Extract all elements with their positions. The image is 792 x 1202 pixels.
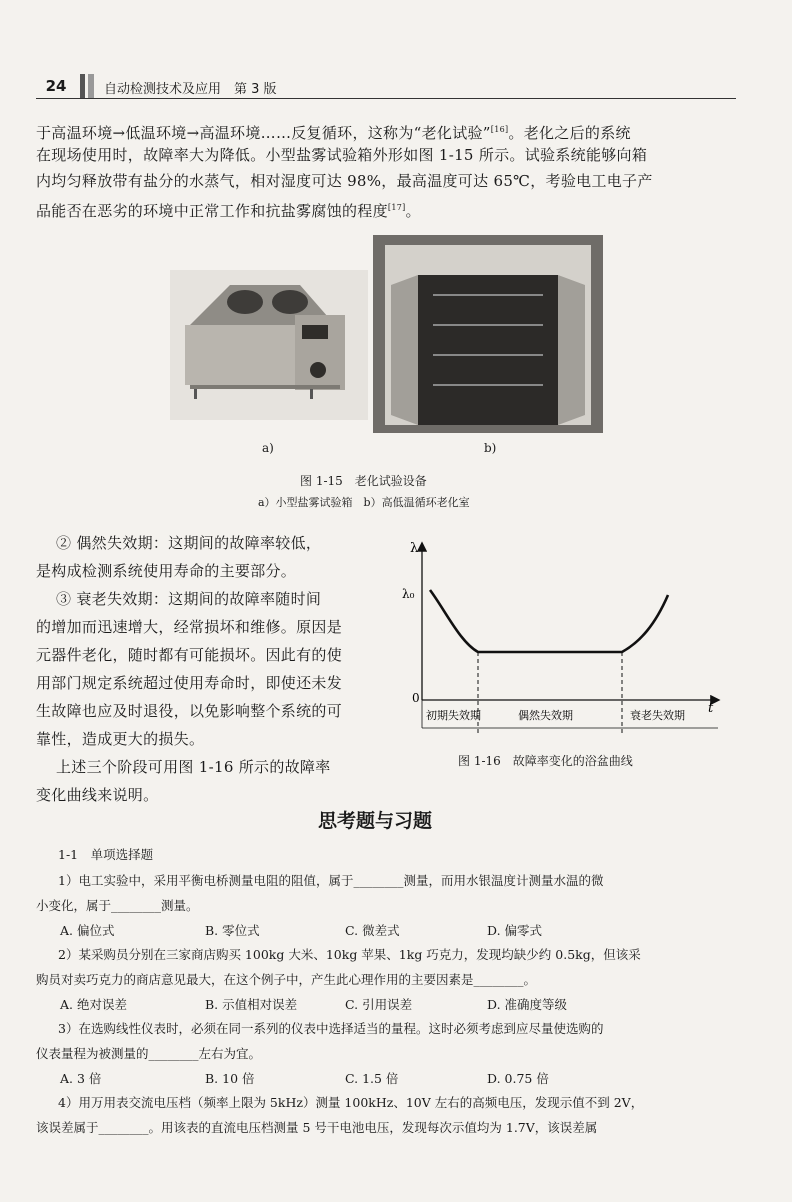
body-line: ② 偶然失效期：这期间的故障率较低， xyxy=(56,534,322,552)
option-d: D. 偏零式 xyxy=(487,923,543,938)
period-label-wearout: 衰老失效期 xyxy=(630,709,685,722)
figure-label-a: a) xyxy=(262,441,274,455)
body-line: 用部门规定系统超过使用寿命时，即使还未发 xyxy=(36,674,343,692)
y-tick-label: λ₀ xyxy=(402,587,415,601)
body-line: 变化曲线来说明。 xyxy=(36,786,159,804)
option-c: C. 微差式 xyxy=(345,923,400,938)
figure-caption: 图 1-15 老化试验设备 xyxy=(300,474,427,488)
body-line: 的增加而迅速增大，经常损坏和维修。原因是 xyxy=(36,618,343,636)
intro-line: 品能否在恶劣的环境中正常工作和抗盐雾腐蚀的程度[17]。 xyxy=(36,202,421,220)
exercise-section: 1-1 单项选择题 xyxy=(58,847,154,862)
intro-line: 于高温环境→低温环境→高温环境……反复循环，这称为“老化试验”[16]。老化之后的系统 xyxy=(36,124,631,142)
question-line: 3）在选购线性仪表时，必须在同一系列的仪表中选择适当的量程。这时必须考虑到应尽量使选购的 xyxy=(58,1021,604,1036)
option-d: D. 准确度等级 xyxy=(487,997,568,1012)
salt-spray-chamber-photo xyxy=(170,270,368,420)
intro-line: 内均匀释放带有盐分的水蒸气，相对湿度可达 98%，最高温度可达 65℃，考验电工电子产 xyxy=(36,172,653,190)
y-axis-label: λ xyxy=(410,541,419,556)
figure-subcaption: a）小型盐雾试验箱 b）高低温循环老化室 xyxy=(258,496,470,509)
question-line: 小变化，属于________测量。 xyxy=(36,898,199,913)
x-axis-label: t xyxy=(708,701,714,716)
body-line: 生故障也应及时退役，以免影响整个系统的可 xyxy=(36,702,343,720)
body-line: 靠性，造成更大的损失。 xyxy=(36,730,205,748)
intro-line: 在现场使用时，故障率大为降低。小型盐雾试验箱外形如图 1-15 所示。试验系统能够向箱 xyxy=(36,146,648,164)
header-rule xyxy=(36,98,736,99)
body-line: 上述三个阶段可用图 1-16 所示的故障率 xyxy=(56,758,331,776)
option-d: D. 0.75 倍 xyxy=(487,1071,549,1086)
question-line: 购员对卖巧克力的商店意见最大，在这个例子中，产生此心理作用的主要因素是________。 xyxy=(36,972,537,987)
option-a: A. 3 倍 xyxy=(60,1071,102,1086)
header-bar xyxy=(88,74,94,98)
option-c: C. 引用误差 xyxy=(345,997,413,1012)
exercise-title: 思考题与习题 xyxy=(318,810,433,832)
body-line: ③ 衰老失效期：这期间的故障率随时间 xyxy=(56,590,322,608)
question-line: 4）用万用表交流电压档（频率上限为 5kHz）测量 100kHz、10V 左右的高频电压，发现示值不到 2V， xyxy=(58,1095,644,1110)
body-line: 是构成检测系统使用寿命的主要部分。 xyxy=(36,562,297,580)
question-line: 该误差属于________。用该表的直流电压档测量 5 号干电池电压，发现每次示值均为 1.7V，该误差属 xyxy=(36,1120,598,1135)
header-bar xyxy=(80,74,85,98)
option-c: C. 1.5 倍 xyxy=(345,1071,399,1086)
bathtub-curve xyxy=(430,590,668,652)
period-label-early: 初期失效期 xyxy=(426,709,481,722)
origin-label: 0 xyxy=(412,691,420,705)
option-b: B. 示值相对误差 xyxy=(205,997,298,1012)
chart-caption: 图 1-16 故障率变化的浴盆曲线 xyxy=(458,754,633,768)
option-a: A. 绝对误差 xyxy=(60,997,127,1012)
page-number: 24 xyxy=(45,77,67,95)
question-line: 1）电工实验中，采用平衡电桥测量电阻的阻值，属于________测量，而用水银温度计测量水温的微 xyxy=(58,873,604,888)
period-label-random: 偶然失效期 xyxy=(518,709,573,722)
book-title: 自动检测技术及应用 第 3 版 xyxy=(104,82,277,97)
bathtub-curve-chart xyxy=(400,530,730,745)
option-b: B. 零位式 xyxy=(205,923,260,938)
aging-room-photo xyxy=(373,235,603,433)
figure-label-b: b) xyxy=(484,441,497,455)
question-line: 2）某采购员分别在三家商店购买 100kg 大米、10kg 苹果、1kg 巧克力，发现均缺少约 0.5kg，但该采 xyxy=(58,947,641,962)
body-line: 元器件老化，随时都有可能损坏。因此有的使 xyxy=(36,646,343,664)
question-line: 仪表量程为被测量的________左右为宜。 xyxy=(36,1046,262,1061)
option-a: A. 偏位式 xyxy=(60,923,115,938)
option-b: B. 10 倍 xyxy=(205,1071,255,1086)
